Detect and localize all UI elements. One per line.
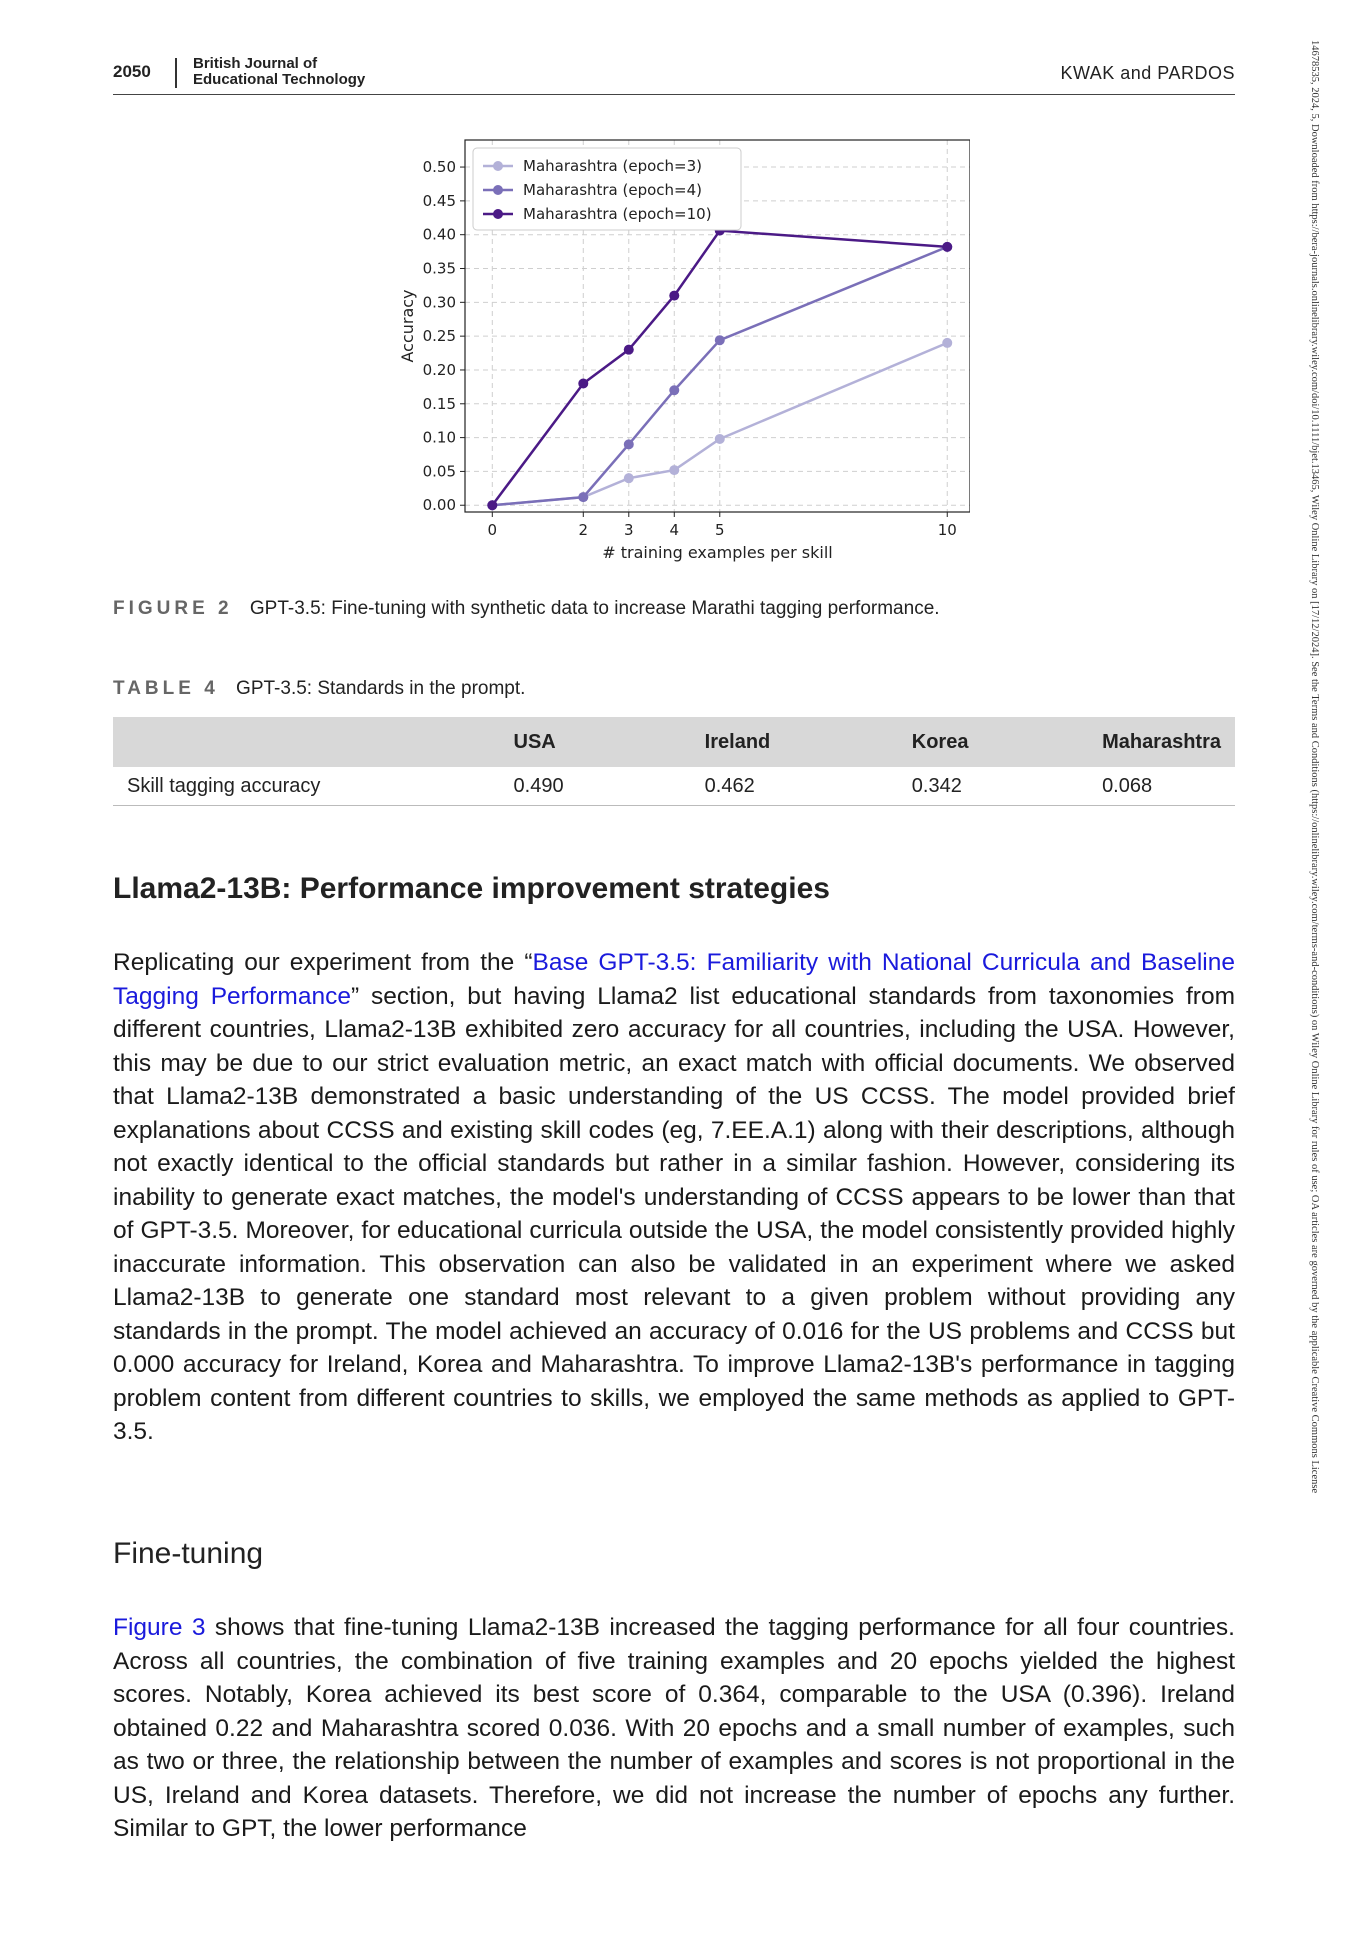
table-header-cell: USA xyxy=(500,717,691,767)
subsection-heading: Fine-tuning xyxy=(113,1537,264,1570)
body-paragraph xyxy=(113,1611,1235,1846)
y-tick-label: 0.35 xyxy=(422,259,456,278)
x-tick-label: 10 xyxy=(937,521,957,539)
legend-label: Maharashtra (epoch=3) xyxy=(523,157,703,175)
running-authors: KWAK and PARDOS xyxy=(1060,63,1235,83)
header-divider xyxy=(175,58,177,88)
x-tick-label: 2 xyxy=(578,521,589,539)
table-cell: 0.068 xyxy=(1088,767,1235,806)
paragraph-text: shows that fine-tuning Llama2-13B increased the tagging performance for all four countries. Across all countries, the combination of five training examples and 20 epochs yielded the highest scores. Notably, Korea achieved its best score of 0.364, comparable to the USA (0.396). Ireland obtained 0.22 and Maharashtra scored 0.036. With 20 epochs and a small number of examples, such as two or three, the relationship between the number of examples and scores is not proportional in the US, Ireland and Korea datasets. Therefore, we did not increase the number of epochs any further. Similar to GPT, the lower performance xyxy=(113,1614,1235,1842)
x-tick-label: 5 xyxy=(715,521,725,539)
data-point xyxy=(942,338,952,348)
x-axis-label: # training examples per skill xyxy=(602,543,833,562)
journal-name-line1: British Journal of xyxy=(193,55,318,72)
legend-label: Maharashtra (epoch=10) xyxy=(523,205,712,223)
data-point xyxy=(669,465,679,475)
figure-caption-text: GPT-3.5: Fine-tuning with synthetic data to increase Marathi tagging performance. xyxy=(249,598,940,619)
y-axis-label: Accuracy xyxy=(398,289,417,363)
data-point xyxy=(669,385,679,395)
journal-name xyxy=(193,56,365,88)
y-tick-label: 0.50 xyxy=(422,158,456,177)
journal-name-line2: Educational Technology xyxy=(193,71,366,88)
figure-caption xyxy=(113,598,940,620)
y-tick-label: 0.10 xyxy=(422,428,456,447)
data-point xyxy=(624,439,634,449)
page-number: 2050 xyxy=(113,62,151,81)
section-heading: Llama2-13B: Performance improvement strategies xyxy=(113,872,830,905)
data-point xyxy=(715,434,725,444)
table-header-cell: Korea xyxy=(898,717,1088,767)
data-point xyxy=(624,473,634,483)
table-header-cell: Maharashtra xyxy=(1088,717,1235,767)
y-tick-label: 0.40 xyxy=(422,225,456,244)
legend-marker xyxy=(493,185,503,195)
legend-label: Maharashtra (epoch=4) xyxy=(523,181,703,199)
y-tick-label: 0.00 xyxy=(422,496,456,515)
y-tick-label: 0.30 xyxy=(422,293,456,312)
table-caption-text: GPT-3.5: Standards in the prompt. xyxy=(236,678,526,699)
x-tick-label: 0 xyxy=(487,521,498,539)
table-label: TABLE 4 xyxy=(113,678,219,699)
paragraph-text: ” section, but having Llama2 list educational standards from taxonomies from different countries, Llama2-13B exhibited zero accuracy for all countries, including the USA. However, this may be due to our strict evaluation metric, an exact match with official documents. We observed that Llama2-13B demonstrated a basic understanding of the US CCSS. The model provided brief explanations about CCSS and existing skill codes (eg, 7.EE.A.1) along with their descriptions, although not exactly identical to the official standards but rather in a similar fashion. However, considering its inability to generate exact matches, the model's understanding of CCSS appears to be lower than that of GPT-3.5. Moreover, for educational curricula outside the USA, the model consistently provided highly inaccurate information. This observation can also be validated in an experiment where we asked Llama2-13B to generate one standard most relevant to a given problem without providing any standards in the prompt. The model achieved an accuracy of 0.016 for the US problems and CCSS but 0.000 accuracy for Ireland, Korea and Maharashtra. To improve Llama2-13B's performance in tagging problem content from different countries to skills, we employed the same methods as applied to GPT-3.5. xyxy=(113,982,1235,1445)
y-tick-label: 0.15 xyxy=(422,394,456,413)
data-point xyxy=(669,291,679,301)
download-notice xyxy=(1297,40,1337,1900)
page-header xyxy=(113,54,1235,95)
table-header-cell: Ireland xyxy=(691,717,898,767)
body-paragraph xyxy=(113,946,1235,1449)
y-tick-label: 0.05 xyxy=(422,462,456,481)
x-tick-label: 3 xyxy=(624,521,634,539)
paragraph-text: Replicating our experiment from the “ xyxy=(113,949,533,976)
data-point xyxy=(578,378,588,388)
legend-marker xyxy=(493,209,503,219)
table-row xyxy=(113,767,1235,806)
legend-marker xyxy=(493,161,503,171)
x-tick-label: 4 xyxy=(669,521,680,539)
y-tick-label: 0.25 xyxy=(422,327,456,346)
results-table xyxy=(113,717,1235,806)
data-point xyxy=(487,500,497,510)
download-notice-text: 14678535, 2024, 5, Downloaded from https://bera-journals.onlinelibrary.wiley.com/doi/10.1111/bjet.13465, Wiley Online Library on [17/12/2024]. See the Terms and Conditions (https://onlinelibrary.wiley.com/terms-and-conditions) on Wiley Online Library for rules of use; OA articles are governed by the applicable Creative Commons License xyxy=(1309,40,1320,1494)
data-point xyxy=(624,345,634,355)
figure-link[interactable]: Figure 3 xyxy=(113,1614,206,1641)
data-point xyxy=(942,242,952,252)
table-cell: Skill tagging accuracy xyxy=(113,767,500,806)
figure-label: FIGURE 2 xyxy=(113,598,233,619)
table-header-cell xyxy=(113,717,500,767)
data-point xyxy=(715,335,725,345)
y-tick-label: 0.20 xyxy=(422,360,456,379)
accuracy-line-chart xyxy=(390,130,970,570)
section-link[interactable]: Base GPT-3.5: Familiarity with National Curricula and Baseline Tagging Performance xyxy=(113,949,1235,1010)
table-cell: 0.342 xyxy=(898,767,1088,806)
table-cell: 0.462 xyxy=(691,767,898,806)
table-caption xyxy=(113,678,525,700)
y-tick-label: 0.45 xyxy=(422,191,456,210)
data-point xyxy=(578,492,588,502)
table-cell: 0.490 xyxy=(500,767,691,806)
table-header-row xyxy=(113,717,1235,767)
